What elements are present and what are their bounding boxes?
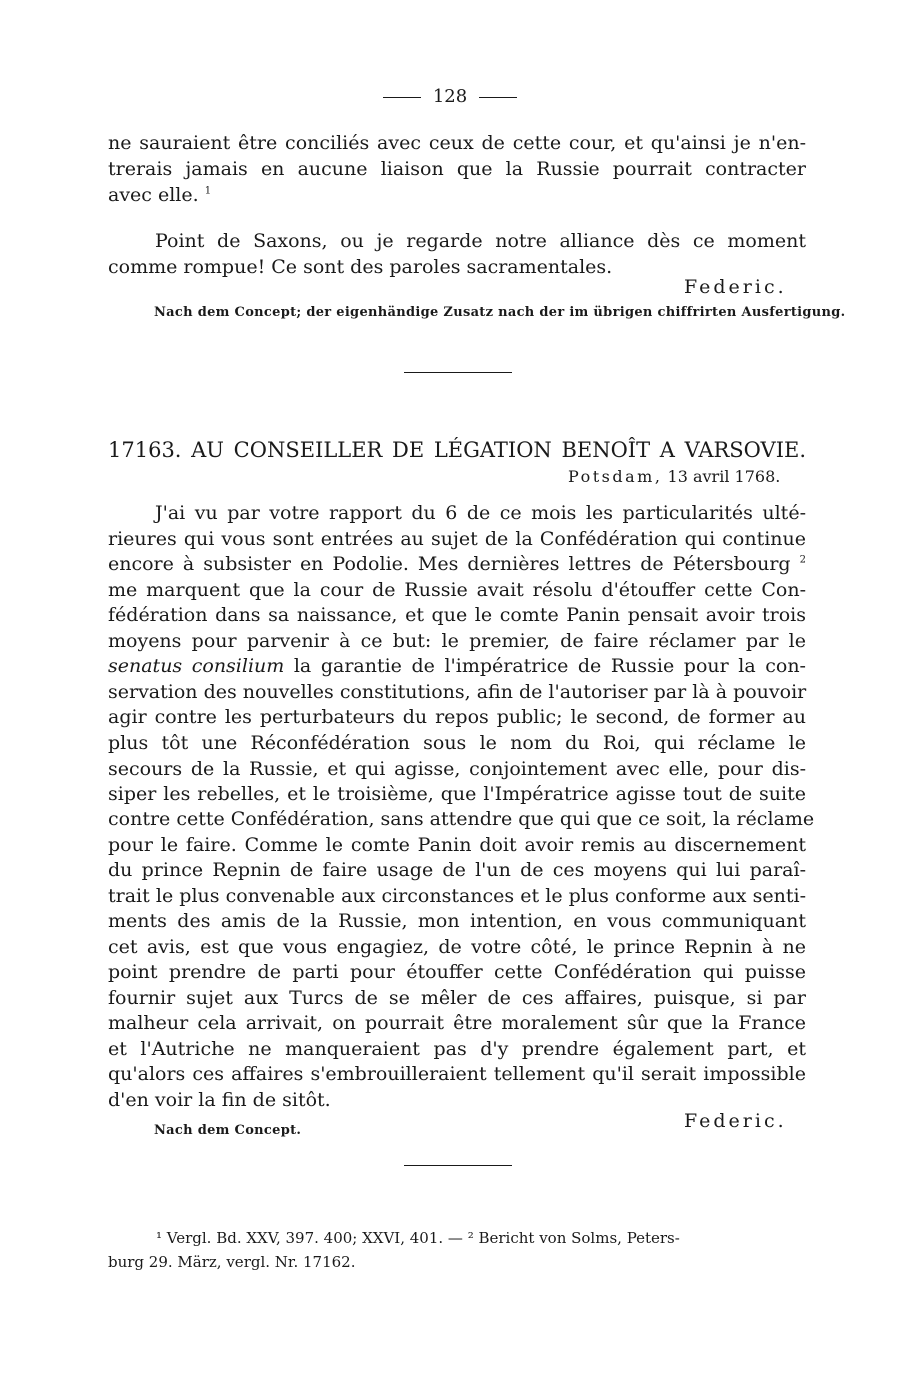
letter2-line: siper les rebelles, et le troisième, que l'Impératrice agisse tout de suite: [108, 783, 806, 805]
letter2-line-text: encore à subsister en Podolie. Mes dernières lettres de Pétersbourg: [108, 553, 791, 575]
letter2-date: 13 avril 1768.: [667, 467, 781, 486]
footnote-ref-2: 2: [799, 554, 806, 566]
letter1-line-last: [108, 182, 806, 208]
letter2-line: cet avis, est que vous engagiez, de votre côté, le prince Repnin à ne: [108, 936, 806, 958]
footnote-divider: [404, 1165, 512, 1166]
signature-2: Federic.: [684, 1110, 787, 1132]
letter2-line-text: la garantie de l'impératrice de Russie pour la con-: [293, 655, 806, 677]
letter2-line: agir contre les perturbateurs du repos public; le second, de former au: [108, 706, 806, 728]
footnote-line: burg 29. März, vergl. Nr. 17162.: [108, 1253, 356, 1271]
letter2-line: plus tôt une Réconfédération sous le nom du Roi, qui réclame le: [108, 732, 806, 754]
italic-phrase: senatus consilium: [108, 655, 285, 677]
letter2-line: secours de la Russie, et qui agisse, conjointement avec elle, pour dis-: [108, 758, 806, 780]
letter2-line: malheur cela arrivait, on pourrait être moralement sûr que la France: [108, 1012, 806, 1034]
letter2-place-date: [568, 467, 780, 486]
letter2-heading: 17163. AU CONSEILLER DE LÉGATION BENOÎT A VARSOVIE.: [108, 438, 806, 462]
letter2-line: point prendre de parti pour étouffer cette Confédération qui puisse: [108, 961, 806, 983]
letter2-line: ments des amis de la Russie, mon intention, en vous communiquant: [108, 910, 806, 932]
source-note-2: Nach dem Concept.: [154, 1123, 302, 1138]
letter2-line: contre cette Confédération, sans attendre que qui que ce soit, la réclame: [108, 808, 815, 830]
letter2-line: trait le plus convenable aux circonstances et le plus conforme aux senti-: [108, 885, 806, 907]
letter2-line: [108, 551, 806, 577]
section-divider: [404, 372, 512, 373]
letter2-line: et l'Autriche ne manqueraient pas d'y prendre également part, et: [108, 1038, 806, 1060]
page-number: [0, 86, 900, 107]
postscript-line: comme rompue! Ce sont des paroles sacramentales.: [108, 256, 613, 278]
letter2-line: fournir sujet aux Turcs de se mêler de ces affaires, puisque, si par: [108, 987, 806, 1009]
letter2-line-last: d'en voir la fin de sitôt.: [108, 1089, 331, 1111]
page-number-dash-left: [383, 97, 421, 98]
letter2-line: me marquent que la cour de Russie avait résolu d'étouffer cette Con-: [108, 579, 806, 601]
source-note-1: Nach dem Concept; der eigenhändige Zusatz nach der im übrigen chiffrirten Ausfertigung.: [154, 305, 846, 320]
letter1-line: ne sauraient être conciliés avec ceux de cette cour, et qu'ainsi je n'en-: [108, 132, 806, 154]
footnote-ref-1: 1: [204, 185, 212, 197]
page-number-dash-right: [479, 97, 517, 98]
letter2-line: du prince Repnin de faire usage de l'un de ces moyens qui lui paraî-: [108, 859, 806, 881]
letter2-line: pour le faire. Comme le comte Panin doit avoir remis au discernement: [108, 834, 806, 856]
letter2-line: J'ai vu par votre rapport du 6 de ce mois les particularités ulté-: [155, 502, 806, 524]
letter2-line: rieures qui vous sont entrées au sujet de la Confédération qui continue: [108, 528, 806, 550]
postscript-line: Point de Saxons, ou je regarde notre alliance dès ce moment: [155, 230, 806, 252]
page-number-text: 128: [432, 86, 468, 107]
letter2-line: fédération dans sa naissance, et que le comte Panin pensait avoir trois: [108, 604, 806, 626]
footnote-line: ¹ Vergl. Bd. XXV, 397. 400; XXVI, 401. — ² Bericht von Solms, Peters-: [156, 1229, 680, 1247]
letter1-line: trerais jamais en aucune liaison que la Russie pourrait contracter: [108, 158, 806, 180]
letter1-line-text: avec elle.: [108, 184, 199, 206]
letter2-place: Potsdam,: [568, 467, 663, 486]
letter2-line: servation des nouvelles constitutions, afin de l'autoriser par là à pouvoir: [108, 681, 807, 703]
letter2-line: qu'alors ces affaires s'embrouilleraient tellement qu'il serait impossible: [108, 1063, 806, 1085]
letter2-line: moyens pour parvenir à ce but: le premier, de faire réclamer par le: [108, 630, 806, 652]
letter2-line: [108, 653, 806, 679]
signature-1: Federic.: [684, 276, 787, 298]
